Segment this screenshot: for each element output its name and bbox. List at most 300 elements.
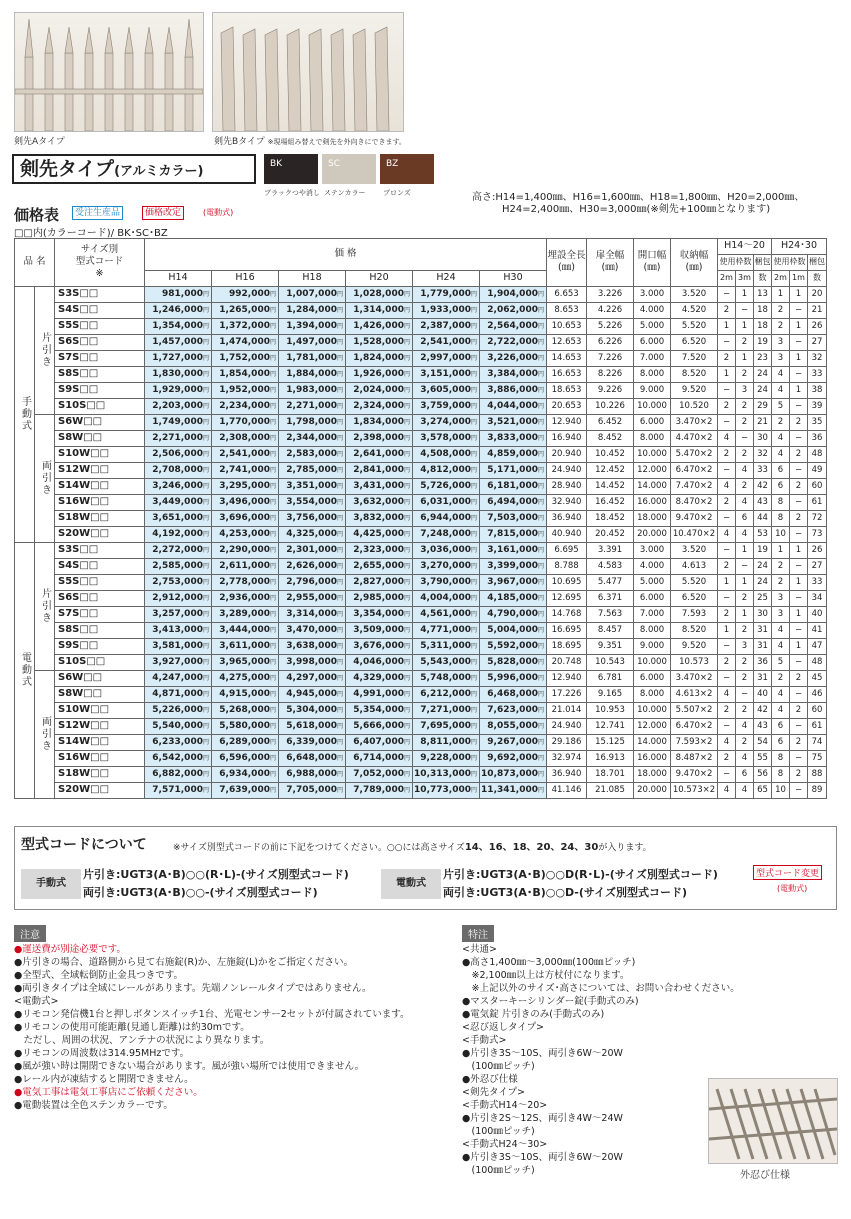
- count-cell: −: [790, 302, 808, 318]
- price-value: 7,623,000: [487, 704, 538, 715]
- price-change-sub: (電動式): [203, 208, 234, 217]
- yen-unit: 円: [470, 402, 477, 410]
- model-code-note-pre: ※サイズ別型式コードの前に下記をつけてください。○○には高さサイズ: [173, 843, 465, 853]
- dimension-cell: 7.593: [671, 606, 718, 622]
- dimension-cell: 8.000: [634, 686, 671, 702]
- table-row: [15, 654, 827, 670]
- price-cell: [480, 638, 547, 654]
- count-cell: 1: [772, 542, 790, 558]
- count-cell: −: [790, 334, 808, 350]
- model-code: S10S□□: [55, 398, 145, 414]
- yen-unit: 円: [336, 514, 343, 522]
- count-cell: 33: [808, 366, 827, 382]
- price-cell: [413, 318, 480, 334]
- yen-unit: 円: [202, 402, 209, 410]
- count-cell: 2: [718, 446, 736, 462]
- model-code: S6W□□: [55, 414, 145, 430]
- count-cell: 23: [754, 350, 772, 366]
- price-cell: [413, 286, 480, 302]
- count-cell: 1: [718, 622, 736, 638]
- dimension-cell: 10.000: [634, 654, 671, 670]
- price-value: 4,991,000: [353, 688, 404, 699]
- table-row: [15, 638, 827, 654]
- yen-unit: 円: [470, 786, 477, 794]
- count-cell: 4: [772, 446, 790, 462]
- price-cell: [480, 590, 547, 606]
- table-row: [15, 782, 827, 798]
- price-cell: [346, 526, 413, 542]
- dimension-cell: 16.452: [587, 494, 634, 510]
- swatch-bk-name: ブラックつや消し: [264, 189, 320, 197]
- price-cell: [145, 494, 212, 510]
- dimension-cell: 8.000: [634, 622, 671, 638]
- swatch-bz-name: ブロンズ: [383, 189, 411, 197]
- count-cell: 1: [790, 542, 808, 558]
- dimension-cell: 20.452: [587, 526, 634, 542]
- yen-unit: 円: [537, 466, 544, 474]
- price-value: 1,497,000: [286, 336, 337, 347]
- dimension-cell: 36.940: [547, 510, 587, 526]
- dimension-cell: 9.000: [634, 638, 671, 654]
- count-cell: 19: [754, 334, 772, 350]
- count-cell: −: [718, 542, 736, 558]
- price-cell: [145, 766, 212, 782]
- dimension-cell: 10.543: [587, 654, 634, 670]
- dimension-cell: 21.014: [547, 702, 587, 718]
- dimension-cell: 40.940: [547, 526, 587, 542]
- yen-unit: 円: [470, 706, 477, 714]
- dimension-cell: 8.470×2: [671, 494, 718, 510]
- caution-item: ●電動装置は全色ステンカラーです。: [14, 1100, 173, 1111]
- price-cell: [279, 462, 346, 478]
- price-value: 3,509,000: [353, 624, 404, 635]
- dimension-cell: 10.226: [587, 398, 634, 414]
- price-value: 1,983,000: [286, 384, 337, 395]
- yen-unit: 円: [269, 466, 276, 474]
- price-value: 7,705,000: [286, 784, 337, 795]
- dimension-cell: 16.940: [547, 430, 587, 446]
- count-cell: 6: [772, 718, 790, 734]
- yen-unit: 円: [202, 466, 209, 474]
- dimension-cell: 18.000: [634, 766, 671, 782]
- dimension-cell: 10.953: [587, 702, 634, 718]
- yen-unit: 円: [403, 466, 410, 474]
- yen-unit: 円: [269, 514, 276, 522]
- count-cell: −: [790, 558, 808, 574]
- price-value: 2,324,000: [353, 400, 404, 411]
- price-cell: [279, 718, 346, 734]
- header-shuno: [671, 239, 718, 287]
- yen-unit: 円: [537, 450, 544, 458]
- count-cell: 1: [772, 286, 790, 302]
- yen-unit: 円: [202, 418, 209, 426]
- table-row: [15, 510, 827, 526]
- dimension-cell: 20.000: [634, 526, 671, 542]
- price-cell: [279, 670, 346, 686]
- price-cell: [212, 478, 279, 494]
- dimension-cell: 21.085: [587, 782, 634, 798]
- dimension-cell: 24.940: [547, 718, 587, 734]
- dimension-cell: 9.351: [587, 638, 634, 654]
- price-cell: [480, 606, 547, 622]
- price-value: 3,581,000: [152, 640, 203, 651]
- price-cell: [212, 446, 279, 462]
- caution-item: ●電気工事は電気工事店にご依頼ください。: [14, 1087, 203, 1098]
- price-cell: [413, 462, 480, 478]
- count-cell: 4: [736, 462, 754, 478]
- table-row: [15, 766, 827, 782]
- price-cell: [413, 526, 480, 542]
- price-value: 2,955,000: [286, 592, 337, 603]
- dimension-cell: 8.487×2: [671, 750, 718, 766]
- yen-unit: 円: [537, 354, 544, 362]
- price-value: 2,611,000: [219, 560, 270, 571]
- header-price: 価 格: [145, 239, 547, 271]
- dimension-cell: 10.573×2: [671, 782, 718, 798]
- price-value: 4,275,000: [219, 672, 270, 683]
- dimension-cell: 5.226: [587, 318, 634, 334]
- yen-unit: 円: [202, 674, 209, 682]
- header-su-2: 数: [808, 270, 827, 286]
- yen-unit: 円: [269, 738, 276, 746]
- price-cell: [413, 782, 480, 798]
- price-cell: [279, 414, 346, 430]
- price-cell: [413, 590, 480, 606]
- dimension-cell: 5.477: [587, 574, 634, 590]
- count-cell: 24: [754, 382, 772, 398]
- count-cell: 18: [754, 318, 772, 334]
- count-cell: −: [736, 302, 754, 318]
- price-value: 6,181,000: [487, 480, 538, 491]
- yen-unit: 円: [202, 338, 209, 346]
- count-cell: 43: [754, 494, 772, 510]
- price-value: 2,290,000: [219, 544, 270, 555]
- count-cell: 2: [790, 446, 808, 462]
- price-cell: [480, 766, 547, 782]
- price-value: 5,726,000: [420, 480, 471, 491]
- price-value: 2,271,000: [286, 400, 337, 411]
- yen-unit: 円: [470, 434, 477, 442]
- price-cell: [413, 606, 480, 622]
- group-kata: 片引き: [35, 286, 55, 414]
- yen-unit: 円: [202, 514, 209, 522]
- gate-type-b-drawing: [213, 13, 403, 131]
- price-value: 4,046,000: [353, 656, 404, 667]
- count-cell: 1: [790, 286, 808, 302]
- count-cell: −: [790, 398, 808, 414]
- count-cell: 2: [736, 478, 754, 494]
- price-cell: [145, 350, 212, 366]
- count-cell: 43: [754, 718, 772, 734]
- header-katacode: [55, 239, 145, 287]
- count-cell: 40: [808, 606, 827, 622]
- count-cell: 1: [790, 606, 808, 622]
- price-value: 9,267,000: [487, 736, 538, 747]
- yen-unit: 円: [202, 786, 209, 794]
- price-value: 3,651,000: [152, 512, 203, 523]
- yen-unit: 円: [470, 338, 477, 346]
- count-cell: 10: [772, 782, 790, 798]
- gate-type-b-caption: [214, 134, 406, 147]
- outer-guard-image: [708, 1078, 838, 1164]
- header-1m-2: 1m: [790, 270, 808, 286]
- price-cell: [413, 382, 480, 398]
- yen-unit: 円: [336, 562, 343, 570]
- header-h24: H24: [413, 270, 480, 286]
- yen-unit: 円: [470, 642, 477, 650]
- yen-unit: 円: [403, 434, 410, 442]
- yen-unit: 円: [336, 546, 343, 554]
- price-cell: [413, 558, 480, 574]
- yen-unit: 円: [403, 530, 410, 538]
- dimension-cell: 5.520: [671, 318, 718, 334]
- dimension-cell: 8.226: [587, 366, 634, 382]
- count-cell: 5: [772, 398, 790, 414]
- price-cell: [279, 606, 346, 622]
- count-cell: 4: [772, 686, 790, 702]
- price-value: 3,759,000: [420, 400, 471, 411]
- dimension-cell: 12.000: [634, 718, 671, 734]
- manual-ryo-code: 両引き:UGT3(A･B)○○-(サイズ別型式コード): [83, 886, 318, 899]
- price-cell: [480, 446, 547, 462]
- yen-unit: 円: [336, 418, 343, 426]
- yen-unit: 円: [403, 786, 410, 794]
- price-value: 4,247,000: [152, 672, 203, 683]
- table-row: [15, 350, 827, 366]
- header-h18: H18: [279, 270, 346, 286]
- yen-unit: 円: [202, 546, 209, 554]
- custom-order-item: ●マスターキーシリンダー錠(手動式のみ): [462, 996, 639, 1007]
- yen-unit: 円: [403, 386, 410, 394]
- dimension-cell: 3.000: [634, 542, 671, 558]
- count-cell: 2: [790, 702, 808, 718]
- price-value: 5,171,000: [487, 464, 538, 475]
- price-value: 6,882,000: [152, 768, 203, 779]
- table-row: [15, 734, 827, 750]
- yen-unit: 円: [470, 658, 477, 666]
- price-cell: [145, 366, 212, 382]
- price-value: 1,457,000: [152, 336, 203, 347]
- price-cell: [212, 558, 279, 574]
- price-cell: [145, 750, 212, 766]
- count-cell: 2: [736, 734, 754, 750]
- price-cell: [212, 398, 279, 414]
- model-code: S9S□□: [55, 382, 145, 398]
- model-code-note-post: が入ります。: [598, 843, 652, 853]
- count-cell: 31: [754, 638, 772, 654]
- price-value: 2,271,000: [152, 432, 203, 443]
- count-cell: 2: [718, 606, 736, 622]
- dimension-cell: 10.520: [671, 398, 718, 414]
- yen-unit: 円: [537, 370, 544, 378]
- count-cell: 4: [736, 526, 754, 542]
- count-cell: 2: [718, 302, 736, 318]
- price-value: 2,203,000: [152, 400, 203, 411]
- price-value: 6,542,000: [152, 752, 203, 763]
- price-value: 1,727,000: [152, 352, 203, 363]
- yen-unit: 円: [403, 370, 410, 378]
- caution-item: ●運送費が別途必要です。: [14, 944, 127, 955]
- yen-unit: 円: [269, 434, 276, 442]
- price-cell: [480, 302, 547, 318]
- yen-unit: 円: [202, 386, 209, 394]
- model-code-change-badge: 型式コード変更: [753, 865, 822, 880]
- model-code: S3S□□: [55, 286, 145, 302]
- count-cell: 4: [718, 734, 736, 750]
- price-cell: [212, 350, 279, 366]
- price-value: 4,329,000: [353, 672, 404, 683]
- group-ryo: 両引き: [35, 670, 55, 798]
- count-cell: 26: [808, 542, 827, 558]
- yen-unit: 円: [336, 626, 343, 634]
- count-cell: 1: [736, 350, 754, 366]
- price-value: 2,655,000: [353, 560, 404, 571]
- dimension-cell: 12.741: [587, 718, 634, 734]
- model-code: S6S□□: [55, 334, 145, 350]
- price-cell: [145, 462, 212, 478]
- price-value: 3,998,000: [286, 656, 337, 667]
- custom-order-item: (100㎜ピッチ): [462, 1061, 535, 1072]
- table-row: [15, 414, 827, 430]
- price-cell: [480, 430, 547, 446]
- count-cell: 48: [808, 446, 827, 462]
- count-cell: 2: [718, 398, 736, 414]
- dimension-cell: 4.226: [587, 302, 634, 318]
- dimension-cell: 16.913: [587, 750, 634, 766]
- model-code: S20W□□: [55, 782, 145, 798]
- yen-unit: 円: [537, 338, 544, 346]
- yen-unit: 円: [336, 482, 343, 490]
- price-cell: [346, 750, 413, 766]
- dimension-cell: 20.940: [547, 446, 587, 462]
- yen-unit: 円: [403, 402, 410, 410]
- count-cell: 32: [808, 350, 827, 366]
- caution-badge: 注意: [14, 925, 46, 942]
- dimension-cell: 10.000: [634, 702, 671, 718]
- price-cell: [279, 510, 346, 526]
- yen-unit: 円: [269, 754, 276, 762]
- count-cell: 24: [754, 366, 772, 382]
- model-code-note: [173, 838, 652, 853]
- price-cell: [346, 302, 413, 318]
- price-cell: [413, 446, 480, 462]
- dimension-cell: 7.470×2: [671, 478, 718, 494]
- color-swatch-bz: [380, 154, 434, 184]
- header-konpo-1: 梱包: [754, 254, 772, 270]
- dimension-cell: 5.000: [634, 574, 671, 590]
- count-cell: 2: [736, 670, 754, 686]
- count-cell: 1: [736, 318, 754, 334]
- dimension-cell: 9.520: [671, 382, 718, 398]
- yen-unit: 円: [537, 306, 544, 314]
- count-cell: 1: [790, 318, 808, 334]
- price-heading: 価格表: [14, 206, 60, 224]
- dimension-cell: 4.470×2: [671, 430, 718, 446]
- dimension-cell: 6.520: [671, 590, 718, 606]
- yen-unit: 円: [336, 450, 343, 458]
- yen-unit: 円: [269, 786, 276, 794]
- price-cell: [413, 718, 480, 734]
- price-value: 1,854,000: [219, 368, 270, 379]
- yen-unit: 円: [403, 562, 410, 570]
- count-cell: 6: [736, 766, 754, 782]
- yen-unit: 円: [269, 482, 276, 490]
- price-value: 3,521,000: [487, 416, 538, 427]
- price-cell: [212, 590, 279, 606]
- count-cell: 3: [736, 382, 754, 398]
- price-value: 5,996,000: [487, 672, 538, 683]
- count-cell: 35: [808, 414, 827, 430]
- count-cell: 4: [772, 382, 790, 398]
- price-cell: [346, 574, 413, 590]
- yen-unit: 円: [403, 658, 410, 666]
- model-code: S3S□□: [55, 542, 145, 558]
- dimension-cell: 16.653: [547, 366, 587, 382]
- price-value: 3,289,000: [219, 608, 270, 619]
- title-main: 剣先タイプ: [20, 158, 115, 180]
- model-code: S10S□□: [55, 654, 145, 670]
- count-cell: 38: [808, 382, 827, 398]
- header-h2430: H24･30: [772, 239, 827, 255]
- yen-unit: 円: [202, 434, 209, 442]
- yen-unit: 円: [336, 386, 343, 394]
- dimension-cell: 6.695: [547, 542, 587, 558]
- outer-guard-caption: 外忍び仕様: [740, 1170, 790, 1181]
- price-cell: [279, 430, 346, 446]
- yen-unit: 円: [537, 498, 544, 506]
- price-value: 1,781,000: [286, 352, 337, 363]
- price-value: 6,339,000: [286, 736, 337, 747]
- count-cell: −: [790, 366, 808, 382]
- count-cell: 2: [790, 734, 808, 750]
- price-value: 9,228,000: [420, 752, 471, 763]
- price-value: 6,494,000: [487, 496, 538, 507]
- yen-unit: 円: [269, 354, 276, 362]
- yen-unit: 円: [336, 290, 343, 298]
- price-cell: [346, 702, 413, 718]
- yen-unit: 円: [470, 690, 477, 698]
- yen-unit: 円: [269, 386, 276, 394]
- header-maisetsu-unit: (㎜): [558, 262, 575, 274]
- price-value: 3,399,000: [487, 560, 538, 571]
- dimension-cell: 9.000: [634, 382, 671, 398]
- price-cell: [279, 654, 346, 670]
- price-cell: [480, 670, 547, 686]
- yen-unit: 円: [537, 434, 544, 442]
- price-cell: [212, 750, 279, 766]
- count-cell: 61: [808, 494, 827, 510]
- price-value: 6,596,000: [219, 752, 270, 763]
- dimension-cell: 12.653: [547, 334, 587, 350]
- caution-item: <電動式>: [14, 996, 59, 1007]
- count-cell: 8: [772, 494, 790, 510]
- price-value: 4,561,000: [420, 608, 471, 619]
- price-cell: [413, 366, 480, 382]
- price-value: 6,934,000: [219, 768, 270, 779]
- price-value: 2,308,000: [219, 432, 270, 443]
- header-kome: ※: [95, 268, 104, 280]
- yen-unit: 円: [403, 706, 410, 714]
- price-value: 2,323,000: [353, 544, 404, 555]
- price-cell: [212, 782, 279, 798]
- price-cell: [346, 286, 413, 302]
- yen-unit: 円: [202, 322, 209, 330]
- count-cell: 53: [754, 526, 772, 542]
- yen-unit: 円: [470, 482, 477, 490]
- yen-unit: 円: [403, 642, 410, 650]
- count-cell: 54: [754, 734, 772, 750]
- yen-unit: 円: [202, 642, 209, 650]
